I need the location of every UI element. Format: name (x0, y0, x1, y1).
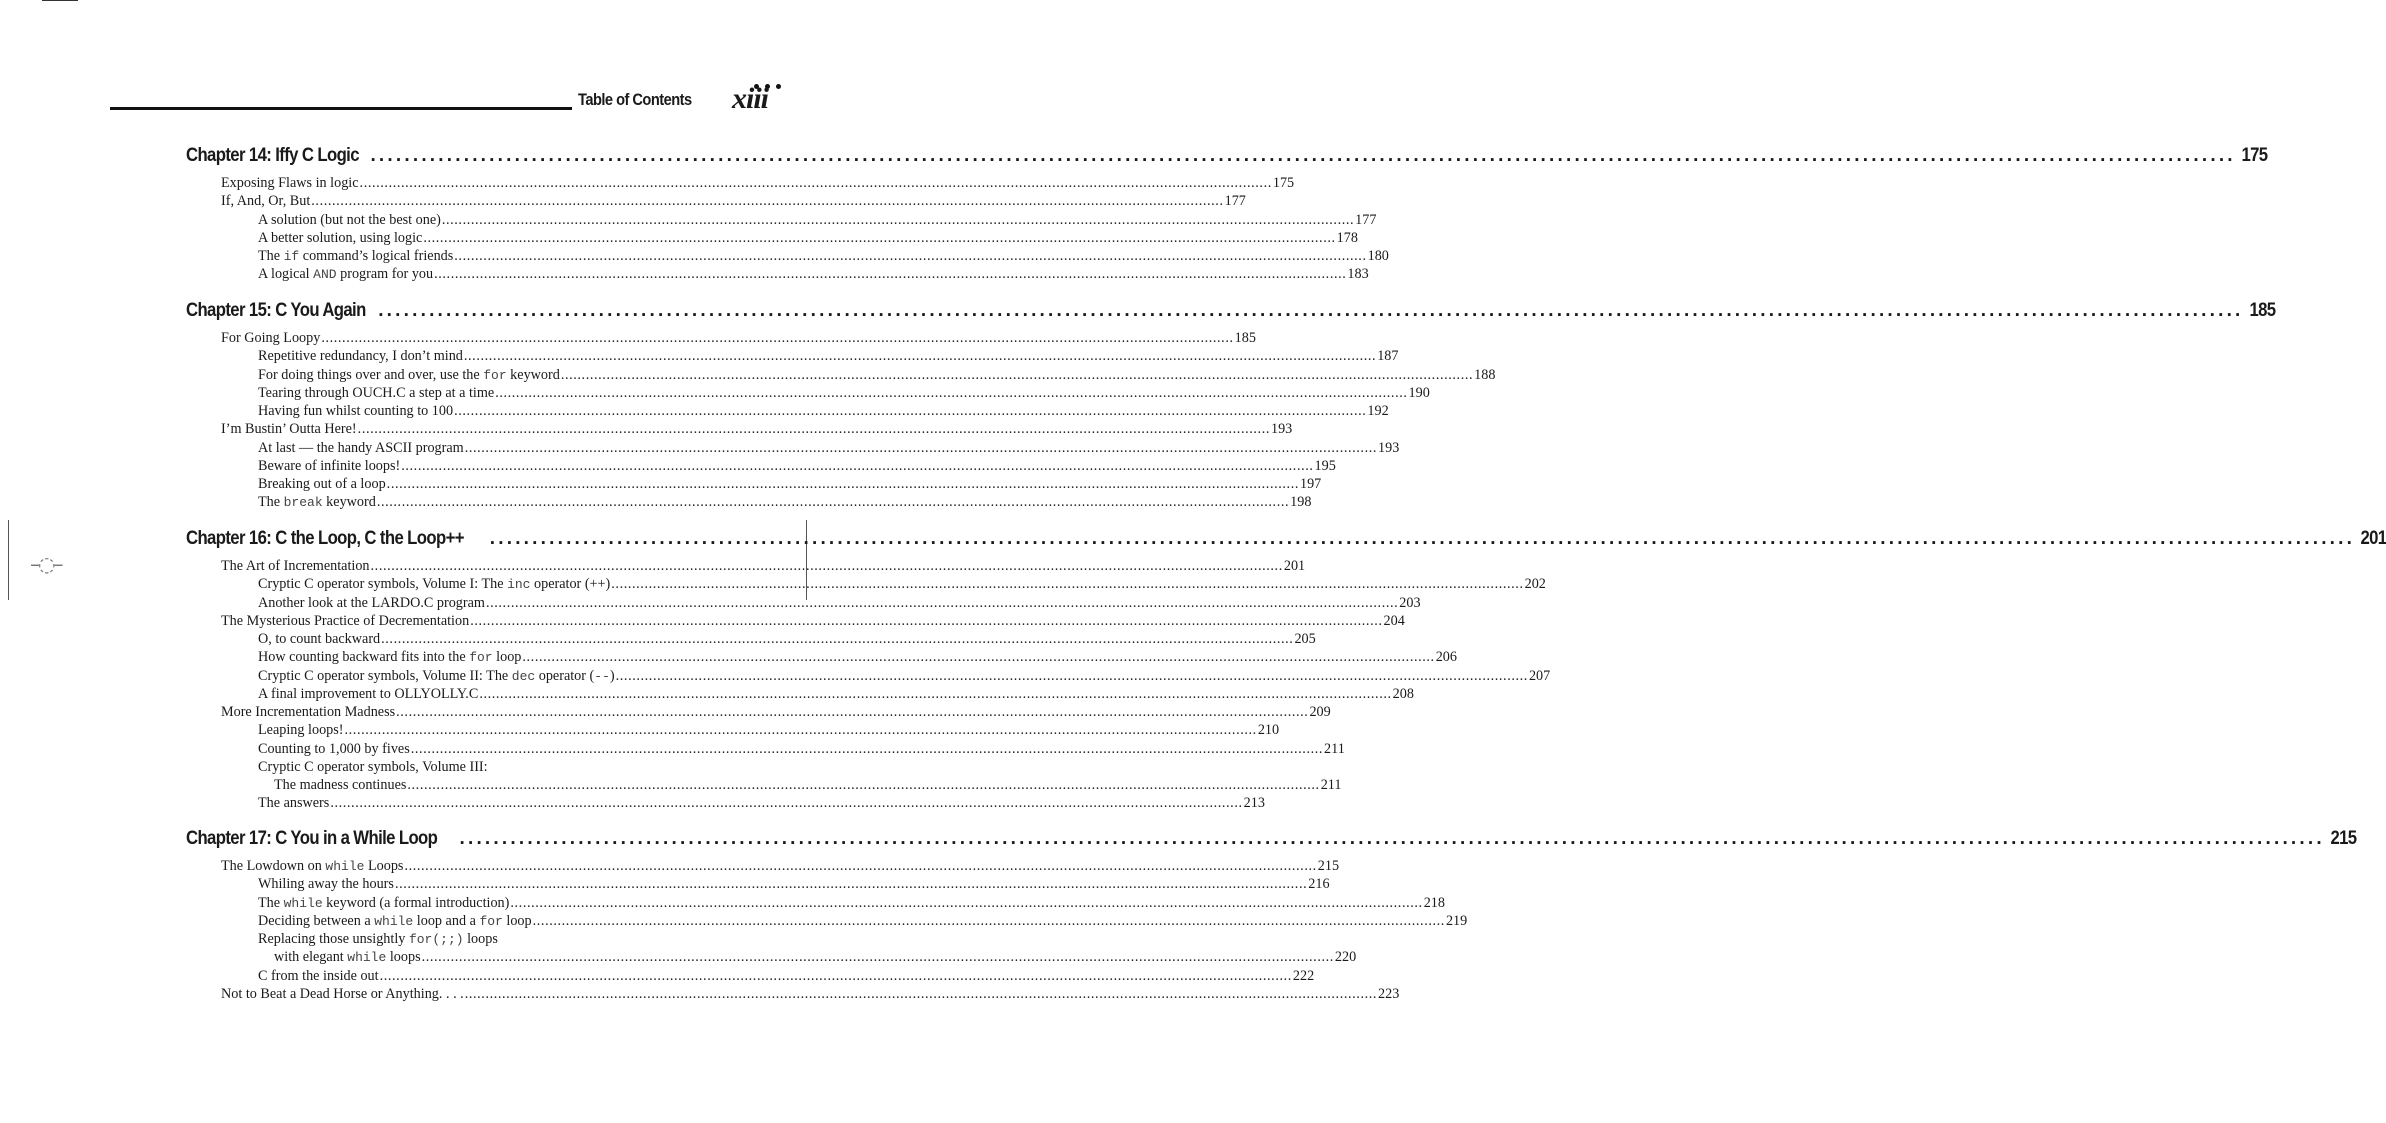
entry-text: A logical (258, 266, 314, 283)
entry-page-number: 218 (1423, 894, 1445, 911)
entry-page-number: 193 (1270, 421, 1293, 438)
chapter-heading[interactable] (186, 300, 2275, 326)
toc-subsection-entry[interactable] (258, 722, 1280, 740)
toc-section-entry[interactable] (221, 985, 1400, 1004)
entry-page-number: 203 (1399, 594, 1421, 611)
toc-section-entry[interactable] (221, 330, 1256, 348)
code-keyword: while (374, 913, 414, 929)
entry-text: The Art of Incrementation (221, 558, 370, 574)
toc-subsection-entry[interactable] (258, 266, 1369, 284)
entry-text: Breaking out of a loop (258, 476, 386, 492)
entry-page-number: 183 (1347, 266, 1369, 283)
page-folio: xiii (732, 82, 769, 115)
entry-text: I’m Bustin’ Outta Here! (221, 421, 357, 438)
entry-text: Another look at the LARDO.C program (258, 594, 485, 611)
entry-page-number: 207 (1528, 667, 1551, 684)
entry-title (258, 795, 329, 812)
running-header-title: Table of Contents (578, 90, 692, 109)
entry-text: The Lowdown on (221, 858, 326, 874)
entry-title (221, 330, 320, 347)
entry-page-number: 215 (1317, 858, 1340, 874)
leader-dots: ............................................................................................................................................................................................................................ (370, 145, 2236, 166)
entry-text: program for you (336, 266, 434, 283)
code-keyword: dec (511, 668, 536, 684)
entry-page-number: 177 (1224, 193, 1246, 210)
entry-text: command’s logical friends (299, 248, 454, 264)
entry-title (258, 212, 441, 229)
entry-page-number: 195 (1314, 457, 1336, 474)
chapter-page-number: 201 (2360, 528, 2386, 549)
entry-title (258, 494, 376, 511)
leader-dots: ............................................................................................................................................................................................................................ (376, 494, 1290, 511)
entry-text: loops (463, 931, 498, 947)
toc-subsection-entry[interactable] (258, 576, 1546, 594)
toc-subsection-entry[interactable] (258, 229, 1358, 248)
leader-dots: ............................................................................................................................................................................................................................ (378, 300, 2244, 321)
leader-dots: ............................................................................................................................................................................................................................ (394, 876, 1308, 893)
entry-title (258, 476, 386, 493)
entry-page-number: 222 (1292, 967, 1315, 984)
entry-text: with elegant (274, 949, 348, 966)
entry-page-number: 216 (1308, 876, 1330, 893)
leader-dots: ............................................................................................................................................................................................................................ (379, 967, 1292, 984)
entry-text: loop and a (413, 912, 480, 929)
code-keyword: AND (313, 267, 337, 283)
code-keyword: while (283, 895, 323, 911)
toc-subsection-entry[interactable] (258, 912, 1468, 931)
entry-text: Tearing through OUCH.C a step at a time (258, 384, 495, 401)
leader-dots: ............................................................................................................................................................................................................................ (357, 421, 1270, 438)
entry-text: keyword (506, 366, 560, 383)
chapter-heading[interactable] (186, 145, 2268, 171)
toc-section-entry[interactable] (221, 421, 1293, 439)
leader-dots: ............................................................................................................................................................................................................................ (381, 631, 1294, 647)
entry-page-number: 192 (1367, 403, 1389, 419)
toc-subsection-entry[interactable] (258, 759, 488, 777)
entry-page-number: 197 (1299, 476, 1322, 492)
leader-dots: ............................................................................................................................................................................................................................ (510, 894, 1423, 911)
leader-dots: ............................................................................................................................................................................................................................ (370, 558, 1283, 574)
entry-title (258, 348, 463, 365)
toc-subsection-entry[interactable] (258, 439, 1400, 458)
entry-title (274, 949, 421, 966)
entry-text: Having fun whilst counting to 100 (258, 403, 454, 419)
entry-text: For Going Loopy (221, 330, 321, 346)
entry-text: loop (492, 649, 522, 666)
entry-page-number: 202 (1524, 576, 1546, 593)
chapter-page-number: 175 (2241, 145, 2268, 166)
entry-page-number: 205 (1294, 631, 1316, 647)
entry-text: operator (++) (530, 576, 611, 593)
entry-text: Not to Beat a Dead Horse or Anything. . . . (221, 985, 464, 1002)
code-keyword: break (283, 495, 323, 511)
entry-text: How counting backward fits into the (258, 649, 470, 666)
entry-text: C from the inside out (258, 967, 379, 984)
leader-dots: ............................................................................................................................................................................................................................ (479, 685, 1392, 702)
entry-text: Loops (364, 858, 404, 874)
entry-text: Counting to 1,000 by fives (258, 740, 410, 757)
entry-text: A final improvement to OLLYOLLY.C (258, 685, 479, 702)
chapter-title: Chapter 14: Iffy C Logic (186, 145, 359, 166)
entry-title (258, 913, 532, 930)
entry-title (258, 895, 509, 912)
entry-text: Leaping loops! (258, 722, 344, 739)
entry-text: keyword (a formal introduction) (322, 894, 510, 911)
entry-page-number: 213 (1243, 795, 1265, 812)
leader-dots: ............................................................................................................................................................................................................................ (344, 722, 1257, 739)
entry-text: Cryptic C operator symbols, Volume I: The (258, 576, 508, 593)
toc-section-entry[interactable] (221, 858, 1340, 876)
entry-text: The Mysterious Practice of Decrementation (221, 612, 470, 629)
entry-title (258, 595, 485, 612)
entry-title (258, 266, 433, 283)
toc-section-entry[interactable] (221, 612, 1405, 631)
entry-page-number: 223 (1378, 985, 1400, 1002)
chapter-title: Chapter 16: C the Loop, C the Loop++ (186, 528, 464, 549)
leader-dots: ............................................................................................................................................................................................................................ (423, 229, 1336, 246)
entry-page-number: 208 (1392, 685, 1414, 702)
entry-title (221, 704, 395, 721)
leader-dots: ............................................................................................................................................................................................................................ (386, 476, 1299, 492)
entry-title (221, 193, 310, 210)
entry-text: Beware of infinite loops! (258, 457, 401, 474)
leader-dots: ............................................................................................................................................................................................................................ (454, 403, 1367, 419)
chapter-title: Chapter 15: C You Again (186, 300, 366, 321)
chapter-title: Chapter 17: C You in a While Loop (186, 828, 438, 849)
entry-title (258, 668, 615, 685)
code-keyword: while (325, 859, 365, 874)
entry-page-number: 187 (1377, 348, 1399, 365)
entry-title (258, 631, 380, 648)
entry-page-number: 193 (1378, 439, 1400, 456)
toc-subsection-entry[interactable] (258, 876, 1330, 894)
toc-subsection-entry[interactable] (258, 366, 1496, 385)
leader-dots: ............................................................................................................................................................................................................................ (470, 612, 1383, 629)
entry-title (258, 649, 521, 666)
entry-text: O, to count backward (258, 631, 381, 647)
toc-subsection-entry[interactable] (258, 457, 1336, 476)
entry-page-number: 204 (1383, 612, 1405, 629)
entry-page-number: 219 (1445, 912, 1468, 929)
entry-title (258, 385, 494, 402)
leader-dots: ............................................................................................................................................................................................................................ (434, 266, 1347, 283)
corner-line (42, 0, 78, 1)
toc-section-entry[interactable] (221, 193, 1246, 211)
entry-title (258, 367, 560, 384)
entry-page-number: 188 (1474, 366, 1496, 383)
entry-text: Whiling away the hours (258, 876, 394, 893)
entry-page-number: 185 (1234, 330, 1256, 346)
entry-text: The (258, 248, 284, 264)
toc-subsection-entry[interactable] (258, 649, 1457, 667)
toc-subsection-entry[interactable] (258, 967, 1315, 986)
leader-dots: ............................................................................................................................................................................................................................ (464, 439, 1378, 456)
entry-title (258, 741, 410, 758)
entry-title (258, 686, 478, 703)
entry-page-number: 190 (1408, 384, 1430, 401)
entry-text: The answers (258, 795, 330, 812)
leader-dots: ............................................................................................................................................................................................................................ (489, 528, 2356, 549)
entry-title (258, 230, 422, 247)
toc-subsection-entry[interactable] (258, 384, 1430, 403)
leader-dots: ............................................................................................................................................................................................................................ (311, 193, 1224, 210)
leader-dots: ............................................................................................................................................................................................................................ (407, 777, 1320, 793)
leader-dots: ............................................................................................................................................................................................................................ (410, 740, 1324, 757)
toc-subsection-entry[interactable] (274, 949, 1357, 967)
toc-subsection-entry[interactable] (258, 667, 1551, 686)
code-keyword: for(;;) (408, 932, 464, 947)
toc-subsection-entry[interactable] (258, 494, 1312, 512)
entry-text: Cryptic C operator symbols, Volume III: (258, 758, 488, 775)
entry-text: loops (386, 949, 421, 966)
leader-dots: ............................................................................................................................................................................................................................ (330, 795, 1243, 812)
entry-text: Cryptic C operator symbols, Volume II: The (258, 667, 512, 684)
entry-title (221, 613, 469, 630)
leader-dots: ............................................................................................................................................................................................................................ (441, 211, 1355, 228)
entry-page-number: 201 (1283, 558, 1306, 574)
entry-title (258, 759, 488, 776)
entry-text: If, And, Or, But (221, 193, 311, 210)
toc-section-entry[interactable] (221, 704, 1331, 722)
toc-subsection-entry[interactable] (258, 248, 1389, 266)
toc-subsection-entry[interactable] (258, 631, 1316, 649)
toc-subsection-entry[interactable] (258, 795, 1265, 813)
toc-subsection-entry[interactable] (258, 740, 1345, 759)
entry-text: operator ( (535, 667, 595, 684)
leader-dots: ............................................................................................................................................................................................................................ (532, 912, 1445, 929)
leader-dots: ............................................................................................................................................................................................................................ (454, 248, 1367, 264)
code-keyword: inc (507, 577, 531, 593)
entry-text: For doing things over and over, use the (258, 366, 484, 383)
entry-title (258, 722, 344, 739)
entry-page-number: 198 (1290, 494, 1312, 511)
leader-dots: ............................................................................................................................................................................................................................ (359, 175, 1272, 191)
entry-text: loop (502, 912, 532, 929)
entry-text: The (258, 894, 284, 911)
entry-page-number: 206 (1435, 649, 1457, 666)
entry-title (258, 876, 394, 893)
leader-dots: ............................................................................................................................................................................................................................ (615, 667, 1528, 684)
entry-text: The (258, 494, 284, 511)
entry-page-number: 177 (1355, 211, 1377, 228)
entry-page-number: 209 (1309, 704, 1331, 720)
entry-title (221, 558, 370, 575)
entry-text: Deciding between a (258, 912, 375, 929)
leader-dots: ............................................................................................................................................................................................................................ (495, 384, 1408, 401)
entry-page-number: 178 (1336, 229, 1358, 246)
chapter-page-number: 185 (2249, 300, 2275, 321)
leader-dots: ............................................................................................................................................................................................................................ (321, 330, 1234, 346)
entry-title (258, 248, 453, 265)
entry-title (258, 440, 464, 457)
leader-dots: ............................................................................................................................................................................................................................ (485, 594, 1399, 611)
entry-title (221, 421, 357, 438)
entry-text: keyword (322, 494, 376, 511)
leader-dots: ............................................................................................................................................................................................................................ (404, 858, 1317, 874)
entry-page-number: 211 (1320, 777, 1342, 793)
entry-page-number: 180 (1367, 248, 1389, 264)
code-keyword: for (483, 367, 507, 383)
entry-title (221, 858, 403, 875)
entry-title (221, 986, 464, 1003)
code-keyword: while (347, 950, 387, 966)
entry-title (258, 931, 498, 948)
code-keyword: -- (594, 668, 610, 684)
entry-page-number: 220 (1334, 949, 1357, 966)
toc-section-entry[interactable] (221, 558, 1306, 576)
toc-subsection-entry[interactable] (258, 348, 1399, 366)
entry-text: A solution (but not the best one) (258, 211, 441, 228)
entry-title (258, 968, 379, 985)
entry-title (258, 576, 610, 593)
entry-title (258, 403, 453, 420)
registration-mark: –◌– (30, 552, 62, 576)
toc-subsection-entry[interactable] (258, 594, 1421, 613)
entry-text: ) (609, 667, 615, 684)
margin-rule-left (8, 520, 9, 600)
toc-subsection-entry[interactable] (258, 211, 1377, 230)
code-keyword: for (469, 650, 493, 666)
entry-text: Repetitive redundancy, I don’t mind (258, 348, 463, 365)
chapter-heading[interactable] (186, 528, 2386, 554)
entry-page-number: 175 (1272, 175, 1295, 191)
chapter-page-number: 215 (2330, 828, 2357, 849)
leader-dots: ............................................................................................................................................................................................................................ (522, 649, 1435, 666)
leader-dots: ............................................................................................................................................................................................................................ (611, 576, 1524, 593)
leader-dots: ............................................................................................................................................................................................................................ (463, 348, 1377, 365)
entry-page-number: 211 (1324, 740, 1345, 757)
entry-text: The madness continues (274, 777, 407, 793)
chapter-heading[interactable] (186, 828, 2357, 854)
entry-title (221, 175, 359, 192)
leader-dots: ............................................................................................................................................................................................................................ (421, 949, 1334, 966)
entry-page-number: 210 (1257, 722, 1280, 739)
entry-text: At last — the handy ASCII program (258, 439, 464, 456)
entry-text: A better solution, using logic (258, 229, 423, 246)
entry-text: More Incrementation Madness (221, 704, 396, 720)
code-keyword: for (479, 913, 503, 929)
toc-subsection-entry[interactable] (258, 931, 498, 949)
code-keyword: if (283, 249, 300, 264)
header-rule (110, 107, 572, 110)
entry-title (258, 458, 400, 475)
toc-subsection-entry[interactable] (258, 894, 1445, 913)
leader-dots: ............................................................................................................................................................................................................................ (464, 985, 1378, 1002)
leader-dots: ............................................................................................................................................................................................................................ (459, 828, 2325, 849)
toc-subsection-entry[interactable] (258, 403, 1389, 421)
entry-text: Exposing Flaws in logic (221, 175, 359, 191)
toc-subsection-entry[interactable] (274, 777, 1342, 795)
leader-dots: ............................................................................................................................................................................................................................ (401, 457, 1314, 474)
leader-dots: ............................................................................................................................................................................................................................ (396, 704, 1309, 720)
entry-text: Replacing those unsightly (258, 931, 409, 947)
toc-subsection-entry[interactable] (258, 685, 1414, 704)
entry-title (274, 777, 406, 794)
toc-subsection-entry[interactable] (258, 476, 1322, 494)
toc-section-entry[interactable] (221, 175, 1295, 193)
leader-dots: ............................................................................................................................................................................................................................ (560, 366, 1474, 383)
